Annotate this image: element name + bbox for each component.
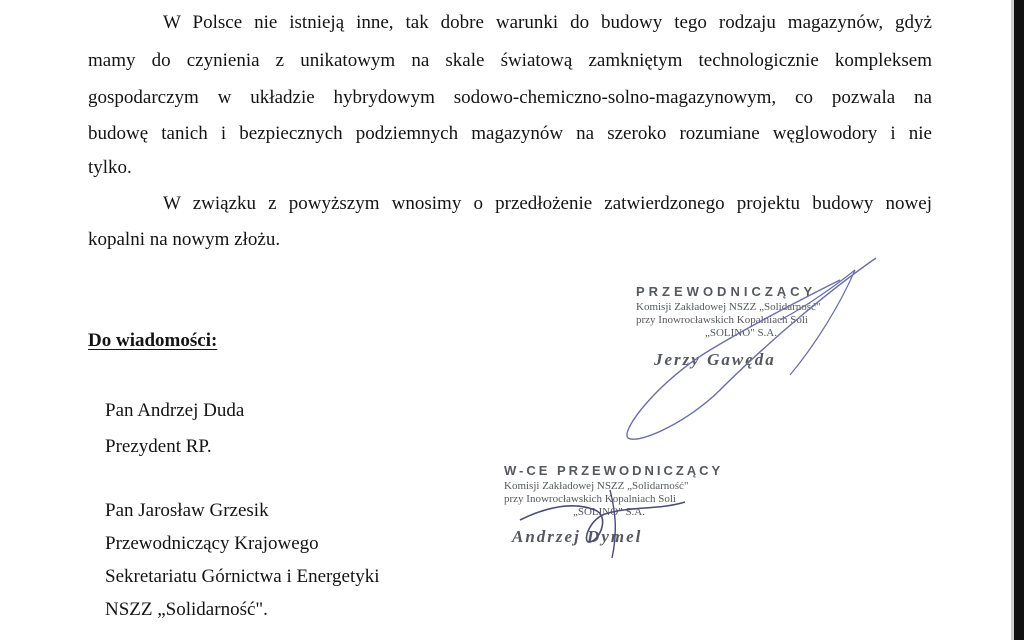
recipient-1-name: Pan Andrzej Duda — [105, 400, 245, 421]
stamp-vice-chairman-line3: „SOLINO" S.A. — [572, 506, 645, 518]
recipient-1-role-line-1: Prezydent RP. — [105, 436, 212, 457]
paragraph-2-line-1: W związku z powyższym wnosimy o przedłożenie zatwierdzonego projektu budowy nowej — [163, 193, 932, 214]
recipient-2-role-line-2: Sekretariatu Górnictwa i Energetyki — [105, 566, 380, 587]
stamp-chairman-line3: „SOLINO" S.A. — [704, 327, 777, 339]
recipient-2-role-line-1: Przewodniczący Krajowego — [105, 533, 319, 554]
recipient-2-role-line-3: NSZZ „Solidarność". — [105, 599, 268, 620]
stamp-vice-chairman-title: W-CE PRZEWODNICZĄCY — [504, 463, 724, 478]
cc-heading: Do wiadomości: — [88, 330, 218, 351]
stamp-chairman-line1: Komisji Zakładowej NSZZ „Solidarność" — [636, 301, 821, 313]
stamp-chairman-name: Jerzy Gawęda — [654, 350, 776, 369]
signature-vice-chairman — [500, 480, 720, 570]
paragraph-1-line-3: gospodarczym w układzie hybrydowym sodowo-chemiczno-solno-magazynowym, co pozwala na — [88, 87, 932, 108]
stamp-chairman-line2: przy Inowrocławskich Kopalniach Soli — [636, 314, 808, 326]
stamp-vice-chairman-line2: przy Inowrocławskich Kopalniach Soli — [504, 493, 676, 505]
paragraph-1-line-5: tylko. — [88, 157, 132, 178]
paragraph-1-line-4: budowę tanich i bezpiecznych podziemnych magazynów na szeroko rozumiane węglowodory i nie — [88, 123, 932, 144]
signature-chairman — [600, 250, 890, 450]
paragraph-2-line-2: kopalni na nowym złożu. — [88, 229, 281, 250]
stamp-chairman-title: PRZEWODNICZĄCY — [636, 284, 817, 299]
page-edge-border — [1014, 0, 1024, 640]
recipient-2-name: Pan Jarosław Grzesik — [105, 500, 269, 521]
stamp-vice-chairman-line1: Komisji Zakładowej NSZZ „Solidarność" — [504, 480, 689, 492]
paragraph-1-line-2: mamy do czynienia z unikatowym na skale światową zamkniętym technologicznie kompleksem — [88, 50, 932, 71]
stamp-vice-chairman-name: Andrzej Dymel — [512, 527, 643, 546]
paragraph-1-line-1: W Polsce nie istnieją inne, tak dobre warunki do budowy tego rodzaju magazynów, gdyż — [163, 12, 932, 33]
